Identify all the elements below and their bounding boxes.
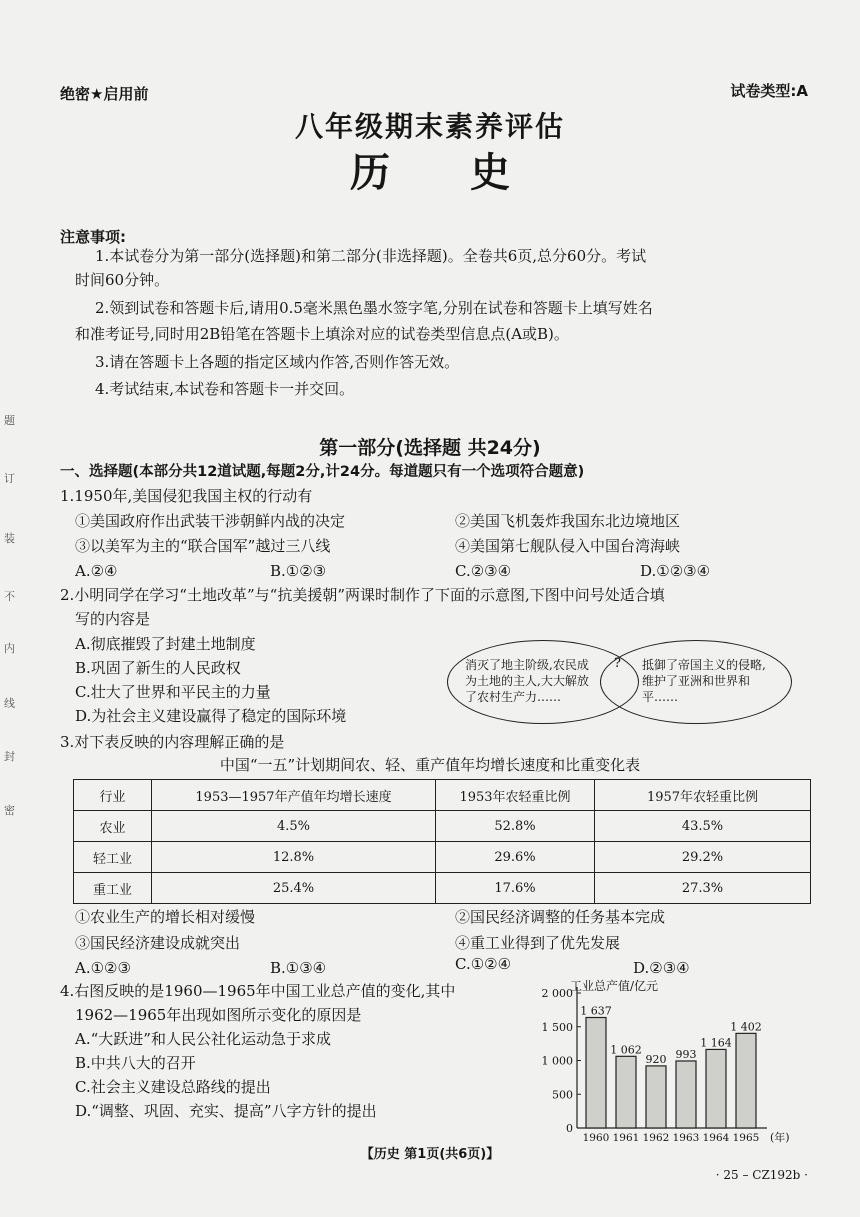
section-title: 第一部分(选择题 共24分) bbox=[319, 437, 541, 459]
q3-option-a: A.①②③ bbox=[75, 959, 131, 977]
q1-option-a: A.②④ bbox=[75, 562, 118, 580]
table-cell: 52.8% bbox=[436, 811, 595, 842]
bar bbox=[646, 1066, 666, 1128]
table-header-row bbox=[74, 780, 811, 811]
notice-line: 和准考证号,同时用2B铅笔在答题卡上填涂对应的试卷类型信息点(A或B)。 bbox=[75, 325, 569, 343]
table-cell: 4.5% bbox=[152, 811, 436, 842]
table-header-cell: 行业 bbox=[74, 780, 152, 811]
bar bbox=[586, 1018, 606, 1128]
x-tick-label: 1960 bbox=[582, 1132, 610, 1143]
table-header-cell: 1957年农轻重比例 bbox=[595, 780, 811, 811]
q3-option-c: C.①②④ bbox=[455, 955, 512, 973]
q2-option-a: A.彻底摧毁了封建土地制度 bbox=[75, 635, 256, 653]
diagram-question-mark: ? bbox=[614, 656, 621, 671]
notice-line: 2.领到试卷和答题卡后,请用0.5毫米黑色墨水签字笔,分别在试卷和答题卡上填写姓名 bbox=[95, 299, 653, 317]
q2-option-c: C.壮大了世界和平民主的力量 bbox=[75, 683, 271, 701]
y-tick-label: 2 000 bbox=[541, 987, 573, 1000]
page-footer: 【历史 第1页(共6页)】 bbox=[360, 1147, 500, 1162]
q1-statement: ③以美军为主的“联合国军”越过三八线 bbox=[75, 537, 331, 555]
table-cell: 43.5% bbox=[595, 811, 811, 842]
q3-statement: ②国民经济调整的任务基本完成 bbox=[455, 908, 666, 926]
table-row bbox=[74, 873, 811, 904]
x-tick-label: 1964 bbox=[702, 1132, 730, 1143]
notice-line: 1.本试卷分为第一部分(选择题)和第二部分(非选择题)。全卷共6页,总分60分。考试 bbox=[95, 247, 647, 265]
q3-statement: ③国民经济建设成就突出 bbox=[75, 934, 241, 952]
q4-option-a: A.“大跃进”和人民公社化运动急于求成 bbox=[75, 1030, 331, 1048]
table-cell: 12.8% bbox=[152, 842, 436, 873]
bar-chart bbox=[520, 978, 820, 1143]
q2-stem: 2.小明同学在学习“土地改革”与“抗美援朝”两课时制作了下面的示意图,下图中问号处适合填 bbox=[60, 586, 665, 604]
margin-mark: 内 bbox=[4, 642, 15, 655]
bar bbox=[706, 1049, 726, 1128]
bar bbox=[676, 1061, 696, 1128]
q2-option-d: D.为社会主义建设赢得了稳定的国际环境 bbox=[75, 707, 347, 725]
bar-value-label: 1 402 bbox=[730, 1020, 762, 1034]
table-cell: 29.2% bbox=[595, 842, 811, 873]
diagram-left-text: 消灭了地主阶级,农民成为土地的主人,大大解放了农村生产力…… bbox=[465, 658, 589, 704]
q1-statement: ①美国政府作出武装干涉朝鲜内战的决定 bbox=[75, 512, 346, 530]
subject-title: 历史 bbox=[350, 149, 590, 196]
paper-type-label: 试卷类型:A bbox=[730, 82, 808, 100]
table-cell: 25.4% bbox=[152, 873, 436, 904]
table-cell: 农业 bbox=[74, 811, 152, 842]
x-tick-label: 1961 bbox=[612, 1132, 640, 1143]
x-tick-label: 1963 bbox=[672, 1132, 700, 1143]
table-cell: 27.3% bbox=[595, 873, 811, 904]
notice-line: 3.请在答题卡上各题的指定区域内作答,否则作答无效。 bbox=[95, 353, 460, 371]
y-tick-label: 1 500 bbox=[541, 1020, 573, 1034]
q4-stem: 4.右图反映的是1960—1965年中国工业总产值的变化,其中 bbox=[60, 982, 456, 1000]
q1-statement: ④美国第七舰队侵入中国台湾海峡 bbox=[455, 537, 681, 555]
q2-stem: 写的内容是 bbox=[75, 610, 151, 628]
diagram-right-text: 抵御了帝国主义的侵略,维护了亚洲和世界和平…… bbox=[642, 658, 766, 704]
y-tick-label: 1 000 bbox=[541, 1054, 573, 1068]
margin-mark: 订 bbox=[4, 472, 15, 485]
bar bbox=[616, 1056, 636, 1128]
q1-option-c: C.②③④ bbox=[455, 562, 512, 580]
x-axis-label: (年) bbox=[770, 1131, 790, 1143]
margin-mark: 不 bbox=[4, 590, 15, 603]
y-tick-label: 500 bbox=[552, 1088, 573, 1102]
y-tick-label: 0 bbox=[566, 1122, 573, 1135]
paper-code: · 25 – CZ192b · bbox=[715, 1168, 808, 1182]
q1-option-b: B.①②③ bbox=[270, 562, 327, 580]
bar bbox=[736, 1033, 756, 1128]
x-tick-label: 1962 bbox=[642, 1132, 670, 1143]
q3-stem: 3.对下表反映的内容理解正确的是 bbox=[60, 733, 285, 751]
q4-option-b: B.中共八大的召开 bbox=[75, 1054, 196, 1072]
notice-line: 时间60分钟。 bbox=[75, 271, 170, 289]
y-axis-label: 工业总产值/亿元 bbox=[570, 979, 659, 993]
margin-mark: 装 bbox=[4, 532, 15, 545]
table-header-cell: 1953—1957年产值年均增长速度 bbox=[152, 780, 436, 811]
bar-value-label: 1 164 bbox=[700, 1036, 732, 1050]
table-header-cell: 1953年农轻重比例 bbox=[436, 780, 595, 811]
bar-value-label: 920 bbox=[645, 1052, 667, 1066]
q4-stem: 1962—1965年出现如图所示变化的原因是 bbox=[75, 1006, 362, 1024]
q3-statement: ①农业生产的增长相对缓慢 bbox=[75, 908, 256, 926]
bar-value-label: 1 637 bbox=[580, 1004, 612, 1018]
q3-option-b: B.①③④ bbox=[270, 959, 327, 977]
q3-option-d: D.②③④ bbox=[633, 959, 690, 977]
q3-statement: ④重工业得到了优先发展 bbox=[455, 934, 621, 952]
margin-mark: 封 bbox=[4, 750, 15, 763]
margin-mark: 密 bbox=[4, 804, 15, 817]
q1-stem: 1.1950年,美国侵犯我国主权的行动有 bbox=[60, 487, 313, 505]
q4-option-c: C.社会主义建设总路线的提出 bbox=[75, 1078, 271, 1096]
exam-title: 八年级期末素养评估 bbox=[294, 110, 565, 143]
table-cell: 29.6% bbox=[436, 842, 595, 873]
bar-value-label: 993 bbox=[675, 1047, 697, 1061]
margin-mark: 线 bbox=[4, 697, 15, 710]
q1-option-d: D.①②③④ bbox=[640, 562, 711, 580]
table-title: 中国“一五”计划期间农、轻、重产值年均增长速度和比重变化表 bbox=[219, 756, 641, 774]
q2-option-b: B.巩固了新生的人民政权 bbox=[75, 659, 241, 677]
q4-option-d: D.“调整、巩固、充实、提高”八字方针的提出 bbox=[75, 1102, 377, 1120]
q1-statement: ②美国飞机轰炸我国东北边境地区 bbox=[455, 512, 681, 530]
section-instruction: 一、选择题(本部分共12道试题,每题2分,计24分。每道题只有一个选项符合题意) bbox=[60, 464, 585, 480]
x-tick-label: 1965 bbox=[732, 1132, 760, 1143]
table-cell: 重工业 bbox=[74, 873, 152, 904]
data-table bbox=[73, 779, 811, 904]
confidential-label: 绝密★启用前 bbox=[60, 85, 149, 103]
margin-mark: 题 bbox=[4, 414, 15, 427]
notice-line: 4.考试结束,本试卷和答题卡一并交回。 bbox=[95, 380, 355, 398]
bar-value-label: 1 062 bbox=[610, 1043, 642, 1057]
table-cell: 17.6% bbox=[436, 873, 595, 904]
table-row bbox=[74, 842, 811, 873]
table-cell: 轻工业 bbox=[74, 842, 152, 873]
table-row bbox=[74, 811, 811, 842]
notice-heading: 注意事项: bbox=[60, 228, 126, 246]
